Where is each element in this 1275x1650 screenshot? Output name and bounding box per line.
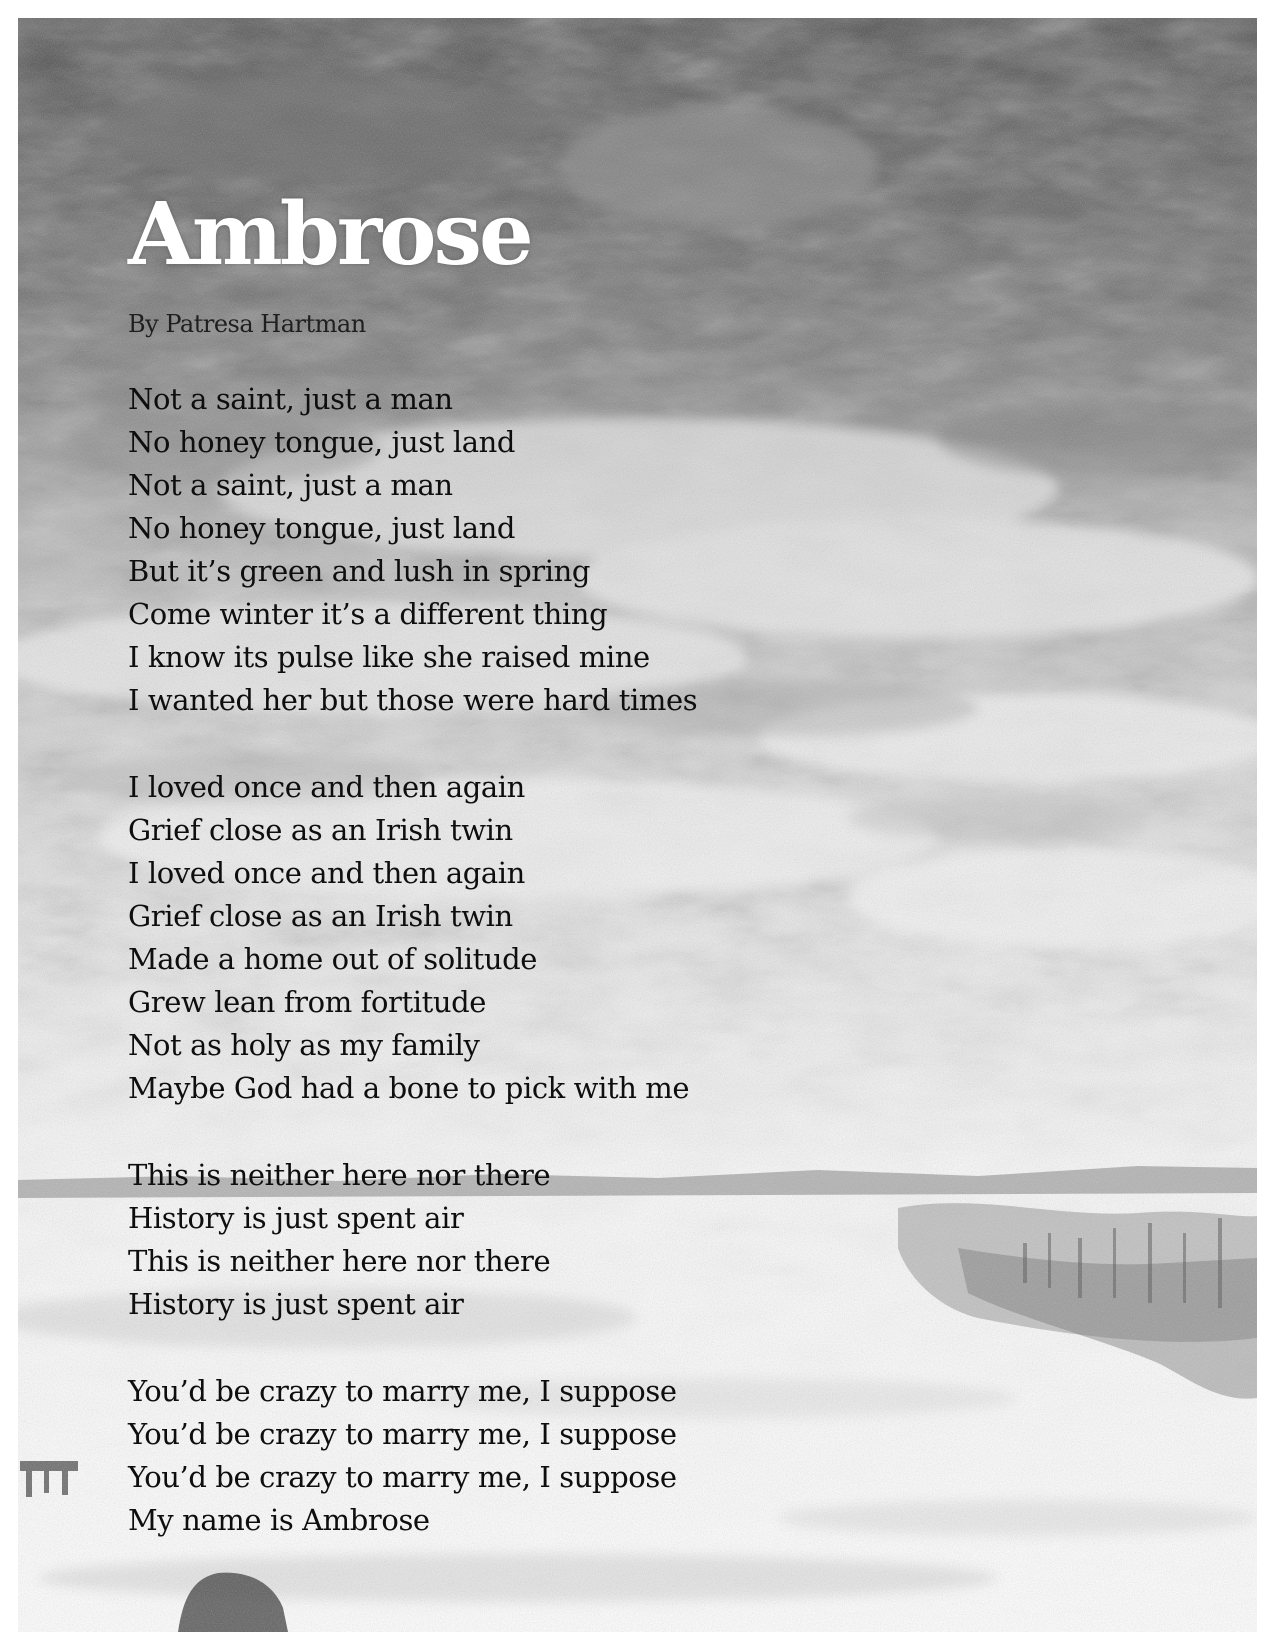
poem-line: Not a saint, just a man: [128, 382, 453, 416]
poem-line: This is neither here nor there: [128, 1244, 551, 1278]
poem-line: No honey tongue, just land: [128, 425, 516, 459]
poem-title: Ambrose: [128, 184, 531, 285]
poem-line: You’d be crazy to marry me, I suppose: [128, 1417, 677, 1451]
poem-line: I wanted her but those were hard times: [128, 683, 698, 717]
poem-line: You’d be crazy to marry me, I suppose: [128, 1374, 677, 1408]
poem-author-byline: By Patresa Hartman: [128, 310, 366, 338]
poem-line: Made a home out of solitude: [128, 942, 538, 976]
stanza-1: [128, 378, 697, 722]
poem-line: I loved once and then again: [128, 770, 525, 804]
stanza-3: [128, 1154, 550, 1326]
poem-line: Not as holy as my family: [128, 1028, 480, 1062]
poem-line: You’d be crazy to marry me, I suppose: [128, 1460, 677, 1494]
poem-line: But it’s green and lush in spring: [128, 554, 591, 588]
poem-line: Not a saint, just a man: [128, 468, 453, 502]
poem-line: This is neither here nor there: [128, 1158, 551, 1192]
poem-line: Grew lean from fortitude: [128, 985, 487, 1019]
poem-line: No honey tongue, just land: [128, 511, 516, 545]
poem-line: History is just spent air: [128, 1201, 464, 1235]
poem-line: Grief close as an Irish twin: [128, 899, 513, 933]
poem-line: History is just spent air: [128, 1287, 464, 1321]
stanza-4: [128, 1370, 677, 1542]
poem-line: I know its pulse like she raised mine: [128, 640, 650, 674]
stanza-2: [128, 766, 689, 1110]
poem-line: My name is Ambrose: [128, 1503, 430, 1537]
poem-line: Come winter it’s a different thing: [128, 597, 608, 631]
poem-line: I loved once and then again: [128, 856, 525, 890]
poem-line: Grief close as an Irish twin: [128, 813, 513, 847]
poem-line: Maybe God had a bone to pick with me: [128, 1071, 690, 1105]
